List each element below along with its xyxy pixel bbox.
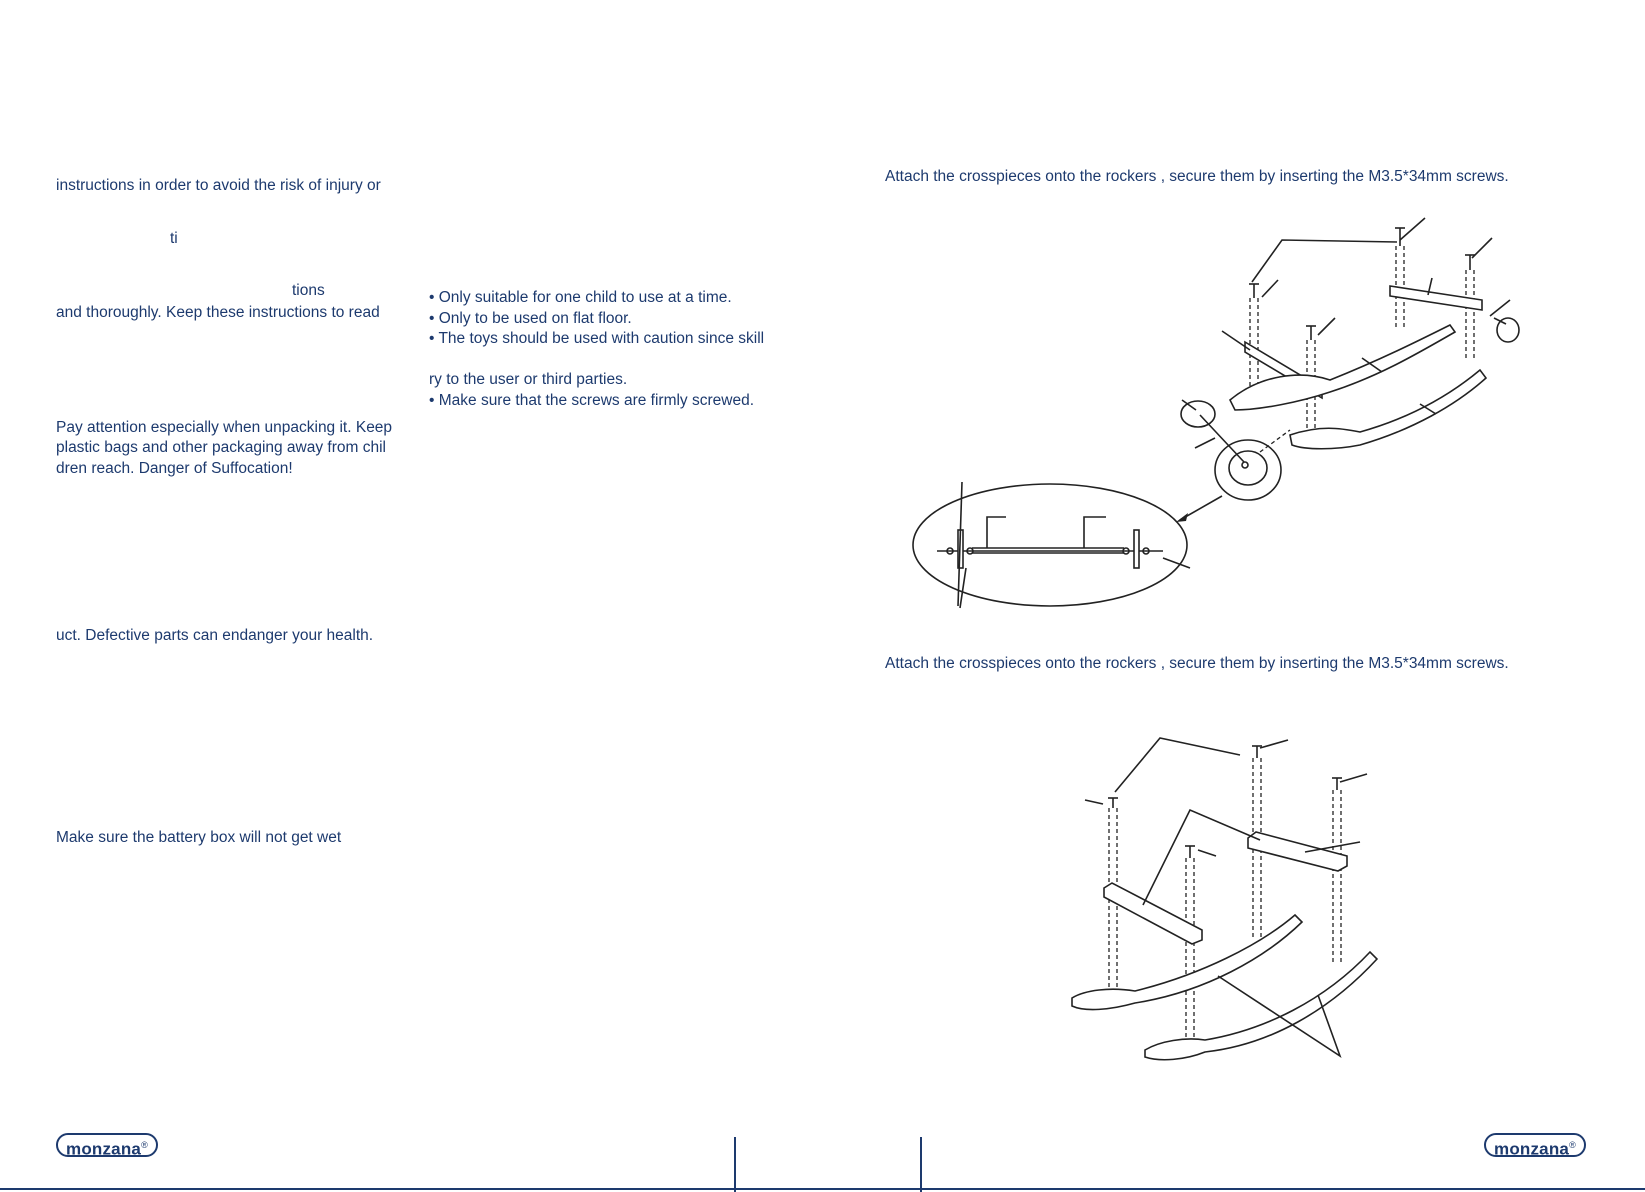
left-text-line-1: instructions in order to avoid the risk of injury or — [56, 177, 381, 194]
left-text-line-4: and thoroughly. Keep these instructions to read — [56, 304, 380, 321]
footer-bottom-rule — [0, 1188, 1645, 1190]
left-text-line-3: tions — [292, 282, 325, 299]
left-text-line-7: dren reach. Danger of Suffocation! — [56, 460, 293, 477]
screw-b — [1252, 746, 1262, 758]
step2-instruction: Attach the crosspieces onto the rockers , secure them by inserting the M3.5*34mm screws. — [885, 655, 1509, 672]
left-text-line-6: plastic bags and other packaging away from chil — [56, 439, 386, 456]
left-text-line-5: Pay attention especially when unpacking it. Keep — [56, 419, 393, 436]
middle-text-line-3: • The toys should be used with caution since skill — [429, 330, 765, 347]
left-text-line-9: Make sure the battery box will not get wet — [56, 829, 342, 846]
middle-text-line-2: • Only to be used on flat floor. — [429, 310, 632, 327]
brand-logo-right-text: monzana — [1494, 1139, 1570, 1159]
screw-1 — [1249, 284, 1259, 298]
screw-2 — [1395, 228, 1405, 246]
registered-mark-left: ® — [141, 1140, 148, 1150]
brand-logo-left-text: monzana — [66, 1139, 142, 1159]
brand-logo-left — [56, 1133, 158, 1157]
registered-mark-right: ® — [1569, 1140, 1576, 1150]
brand-logo-right — [1484, 1133, 1586, 1157]
screw-a — [1108, 798, 1118, 808]
left-text-line-8: uct. Defective parts can endanger your health. — [56, 627, 374, 644]
screw-4 — [1306, 326, 1316, 340]
footer-divider-left — [734, 1137, 736, 1192]
left-text-line-2: ti — [170, 230, 178, 247]
screw-d — [1185, 846, 1195, 858]
screw-c — [1332, 778, 1342, 790]
middle-text-line-1: • Only suitable for one child to use at a time. — [429, 289, 732, 306]
middle-text-line-4: ry to the user or third parties. — [429, 371, 628, 388]
middle-text-line-5: • Make sure that the screws are firmly screwed. — [429, 392, 755, 409]
screw-3 — [1465, 255, 1475, 270]
footer-divider-right — [920, 1137, 922, 1192]
step1-instruction: Attach the crosspieces onto the rockers , secure them by inserting the M3.5*34mm screws. — [885, 168, 1509, 185]
